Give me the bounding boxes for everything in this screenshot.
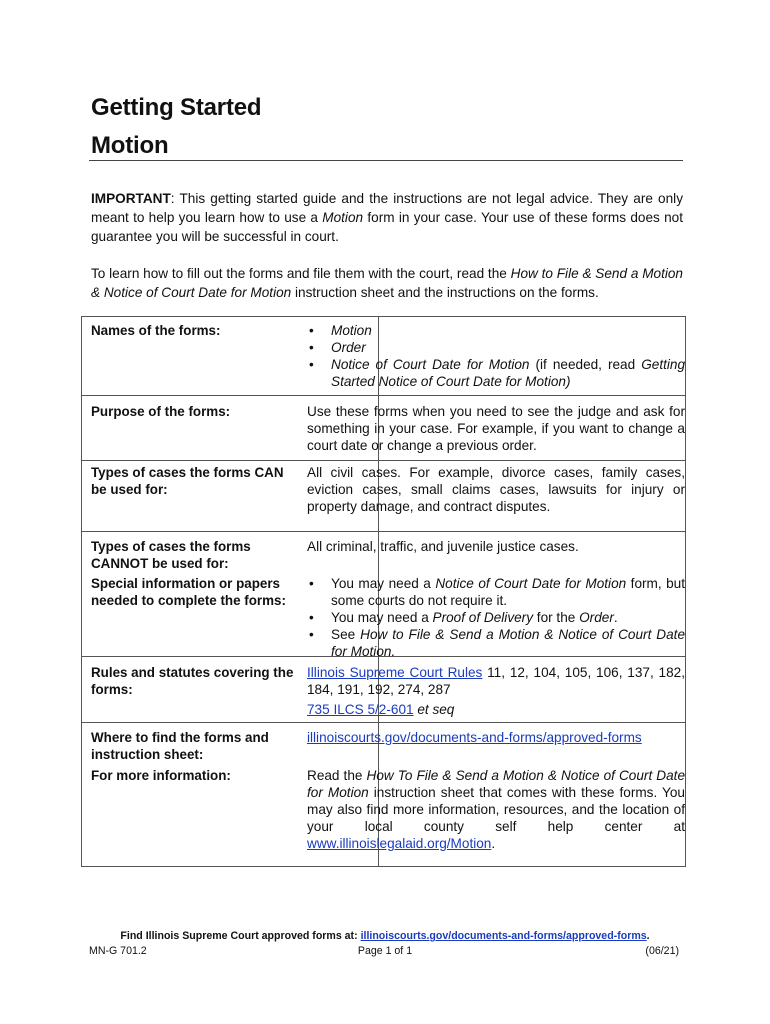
- footer-find-text: Find Illinois Supreme Court approved forms at:: [120, 930, 361, 942]
- list-item: [307, 575, 685, 609]
- rules-value: [307, 664, 685, 718]
- row-divider: [82, 395, 685, 396]
- form-name-notice: Notice of Court Date for Motion: [331, 357, 530, 372]
- where-value: [307, 729, 685, 746]
- list-item: [307, 609, 685, 626]
- form-name-motion: Motion: [331, 323, 372, 338]
- names-value: [307, 322, 685, 390]
- special-label: Special information or papers needed to complete the forms:: [91, 576, 286, 608]
- footer-forms-link[interactable]: illinoiscourts.gov/documents-and-forms/approved-forms: [360, 930, 647, 942]
- where-label: Where to find the forms and instruction sheet:: [91, 730, 269, 762]
- special-b2-italic2: Order: [579, 610, 614, 625]
- more-text-c: .: [491, 836, 496, 851]
- special-b2-text3: .: [613, 610, 618, 625]
- purpose-value: Use these forms when you need to see the judge and ask for something in your case. For example, if you want to change a court date or change a previous order.: [307, 404, 685, 453]
- page-subtitle: Motion: [91, 132, 169, 159]
- names-label: Names of the forms:: [91, 323, 221, 338]
- purpose-label: Purpose of the forms:: [91, 404, 231, 419]
- list-item: [307, 339, 685, 356]
- can-value: All civil cases. For example, divorce cases, family cases, eviction cases, small claims cases, lawsuits for injury or property damage, and contract disputes.: [307, 465, 685, 514]
- row-divider: [82, 460, 685, 461]
- special-b2-text: You may need a: [331, 610, 433, 625]
- more-text-a: Read the: [307, 768, 367, 783]
- learn-italic: How to File & Send a Motion & Notice of Court Date for Motion: [91, 266, 683, 300]
- important-label: IMPORTANT: [91, 191, 171, 206]
- revision-date: (06/21): [645, 945, 679, 957]
- important-text-b: form in your case. Your use of these forms does not guarantee you will be successful in court.: [91, 210, 683, 244]
- list-item: [307, 322, 685, 339]
- special-b3-text: See: [331, 627, 361, 642]
- special-b1-italic: Notice of Court Date for Motion: [435, 576, 627, 591]
- cannot-label: Types of cases the forms CANNOT be used for:: [91, 539, 251, 571]
- more-value: [307, 767, 685, 852]
- list-item: [307, 356, 685, 390]
- list-item: [307, 626, 685, 660]
- info-table: [81, 316, 686, 867]
- special-b3-italic: How to File & Send a Motion & Notice of Court Date for Motion.: [331, 627, 686, 659]
- important-notice: [91, 189, 683, 246]
- more-label: For more information:: [91, 768, 231, 783]
- learn-text-a: To learn how to fill out the forms and file them with the court, read the: [91, 266, 511, 281]
- special-b1-text: You may need a: [331, 576, 436, 591]
- special-b2-italic: Proof of Delivery: [432, 610, 534, 625]
- form-name-notice-text: (if needed, read: [529, 357, 642, 372]
- form-name-notice-ref: Getting Started Notice of Court Date for Motion): [331, 357, 686, 389]
- rules-label: Rules and statutes covering the forms:: [91, 665, 294, 697]
- legal-aid-link[interactable]: www.illinoislegalaid.org/Motion: [307, 836, 492, 851]
- special-value: [307, 575, 685, 660]
- title-divider: [89, 160, 683, 161]
- learn-text-b: instruction sheet and the instructions on the forms.: [291, 285, 599, 300]
- more-text-b: instruction sheet that comes with these forms. You may also find more information, resources, and the location of your local county self help center at: [307, 785, 685, 834]
- more-italic: How To File & Send a Motion & Notice of Court Date for Motion: [307, 768, 686, 800]
- form-id: MN-G 701.2: [89, 945, 147, 957]
- footer-find-forms: [0, 930, 770, 942]
- page-number: Page 1 of 1: [357, 945, 413, 957]
- approved-forms-link[interactable]: illinoiscourts.gov/documents-and-forms/approved-forms: [307, 730, 642, 745]
- page-title: Getting Started: [91, 94, 262, 121]
- row-divider: [82, 722, 685, 723]
- special-b2-text2: for the: [533, 610, 580, 625]
- cannot-value: All criminal, traffic, and juvenile justice cases.: [307, 539, 579, 554]
- supreme-court-rules-link[interactable]: Illinois Supreme Court Rules: [307, 665, 483, 680]
- form-name-order: Order: [331, 340, 366, 355]
- row-divider: [82, 531, 685, 532]
- footer-find-end: .: [646, 930, 650, 942]
- learn-paragraph: [91, 264, 683, 302]
- et-seq: et seq: [413, 702, 455, 717]
- rules-numbers: 11, 12, 104, 105, 106, 137, 182, 184, 191, 192, 274, 287: [307, 665, 685, 697]
- important-italic: Motion: [322, 210, 364, 225]
- important-text-a: : This getting started guide and the instructions are not legal advice. They are only meant to help you learn how to use a: [91, 191, 683, 225]
- can-label: Types of cases the forms CAN be used for:: [91, 465, 284, 497]
- ilcs-link[interactable]: 735 ILCS 5/2-601: [307, 702, 414, 717]
- special-b1-text2: form, but some courts do not require it.: [331, 576, 685, 608]
